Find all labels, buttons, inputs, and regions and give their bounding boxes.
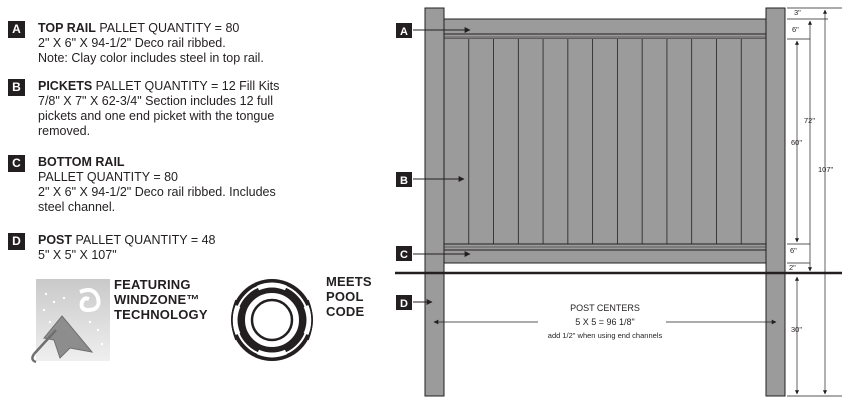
spec-title: PICKETS xyxy=(38,79,93,93)
spec-line: steel channel. xyxy=(38,200,116,214)
spec-line: pickets and one end picket with the tongue xyxy=(38,109,275,123)
post-centers-dimension xyxy=(434,303,776,340)
windzone-label: FEATURING WINDZONE™ TECHNOLOGY xyxy=(114,277,208,322)
spec-title: POST xyxy=(38,233,73,247)
svg-text:C: C xyxy=(400,249,408,261)
spec-quantity: PALLET QUANTITY = 80 xyxy=(95,21,240,35)
svg-text:107": 107" xyxy=(818,165,834,174)
svg-text:30": 30" xyxy=(791,325,803,334)
svg-text:6": 6" xyxy=(790,246,797,255)
badge-d: D xyxy=(8,233,25,250)
spec-line: 2" X 6" X 94-1/2" Deco rail ribbed. xyxy=(38,36,226,50)
pool-code-label: MEETS POOL CODE xyxy=(326,274,372,319)
spec-line: PALLET QUANTITY = 80 xyxy=(38,170,178,184)
right-post xyxy=(766,8,785,396)
svg-text:D: D xyxy=(400,298,408,310)
badge-b: B xyxy=(8,79,25,96)
spec-line: 2" X 6" X 94-1/2" Deco rail ribbed. Includes xyxy=(38,185,276,199)
spec-line: removed. xyxy=(38,124,91,138)
picket-infill xyxy=(444,39,766,244)
post-centers-title: POST CENTERS xyxy=(570,303,640,313)
svg-text:A: A xyxy=(400,26,408,38)
left-post xyxy=(425,8,444,396)
svg-text:B: B xyxy=(400,175,408,187)
post-centers-note: add 1/2" when using end channels xyxy=(547,331,663,340)
badge-c: C xyxy=(8,155,25,172)
spec-quantity: PALLET QUANTITY = 48 xyxy=(72,233,216,247)
spec-line: 7/8" X 7" X 62-3/4" Section includes 12 full xyxy=(38,94,273,108)
windzone-umbrella-icon xyxy=(32,279,110,362)
spec-line: Note: Clay color includes steel in top rail. xyxy=(38,51,264,65)
svg-text:6": 6" xyxy=(792,25,799,34)
svg-text:60": 60" xyxy=(791,138,803,147)
dimension-labels xyxy=(789,8,834,334)
post-centers-formula: 5 X 5 = 96 1/8" xyxy=(575,317,635,327)
spec-title: BOTTOM RAIL xyxy=(38,155,125,169)
spec-line: 5" X 5" X 107" xyxy=(38,248,117,262)
svg-text:2": 2" xyxy=(789,263,796,272)
spec-quantity: PALLET QUANTITY = 12 Fill Kits xyxy=(92,79,280,93)
dimension-lines xyxy=(787,8,842,396)
svg-text:72": 72" xyxy=(804,116,816,125)
pool-ring-icon xyxy=(232,281,312,359)
badge-a: A xyxy=(8,21,25,38)
svg-text:3": 3" xyxy=(794,8,801,17)
spec-title: TOP RAIL xyxy=(38,21,96,35)
fence-panel xyxy=(444,19,766,263)
